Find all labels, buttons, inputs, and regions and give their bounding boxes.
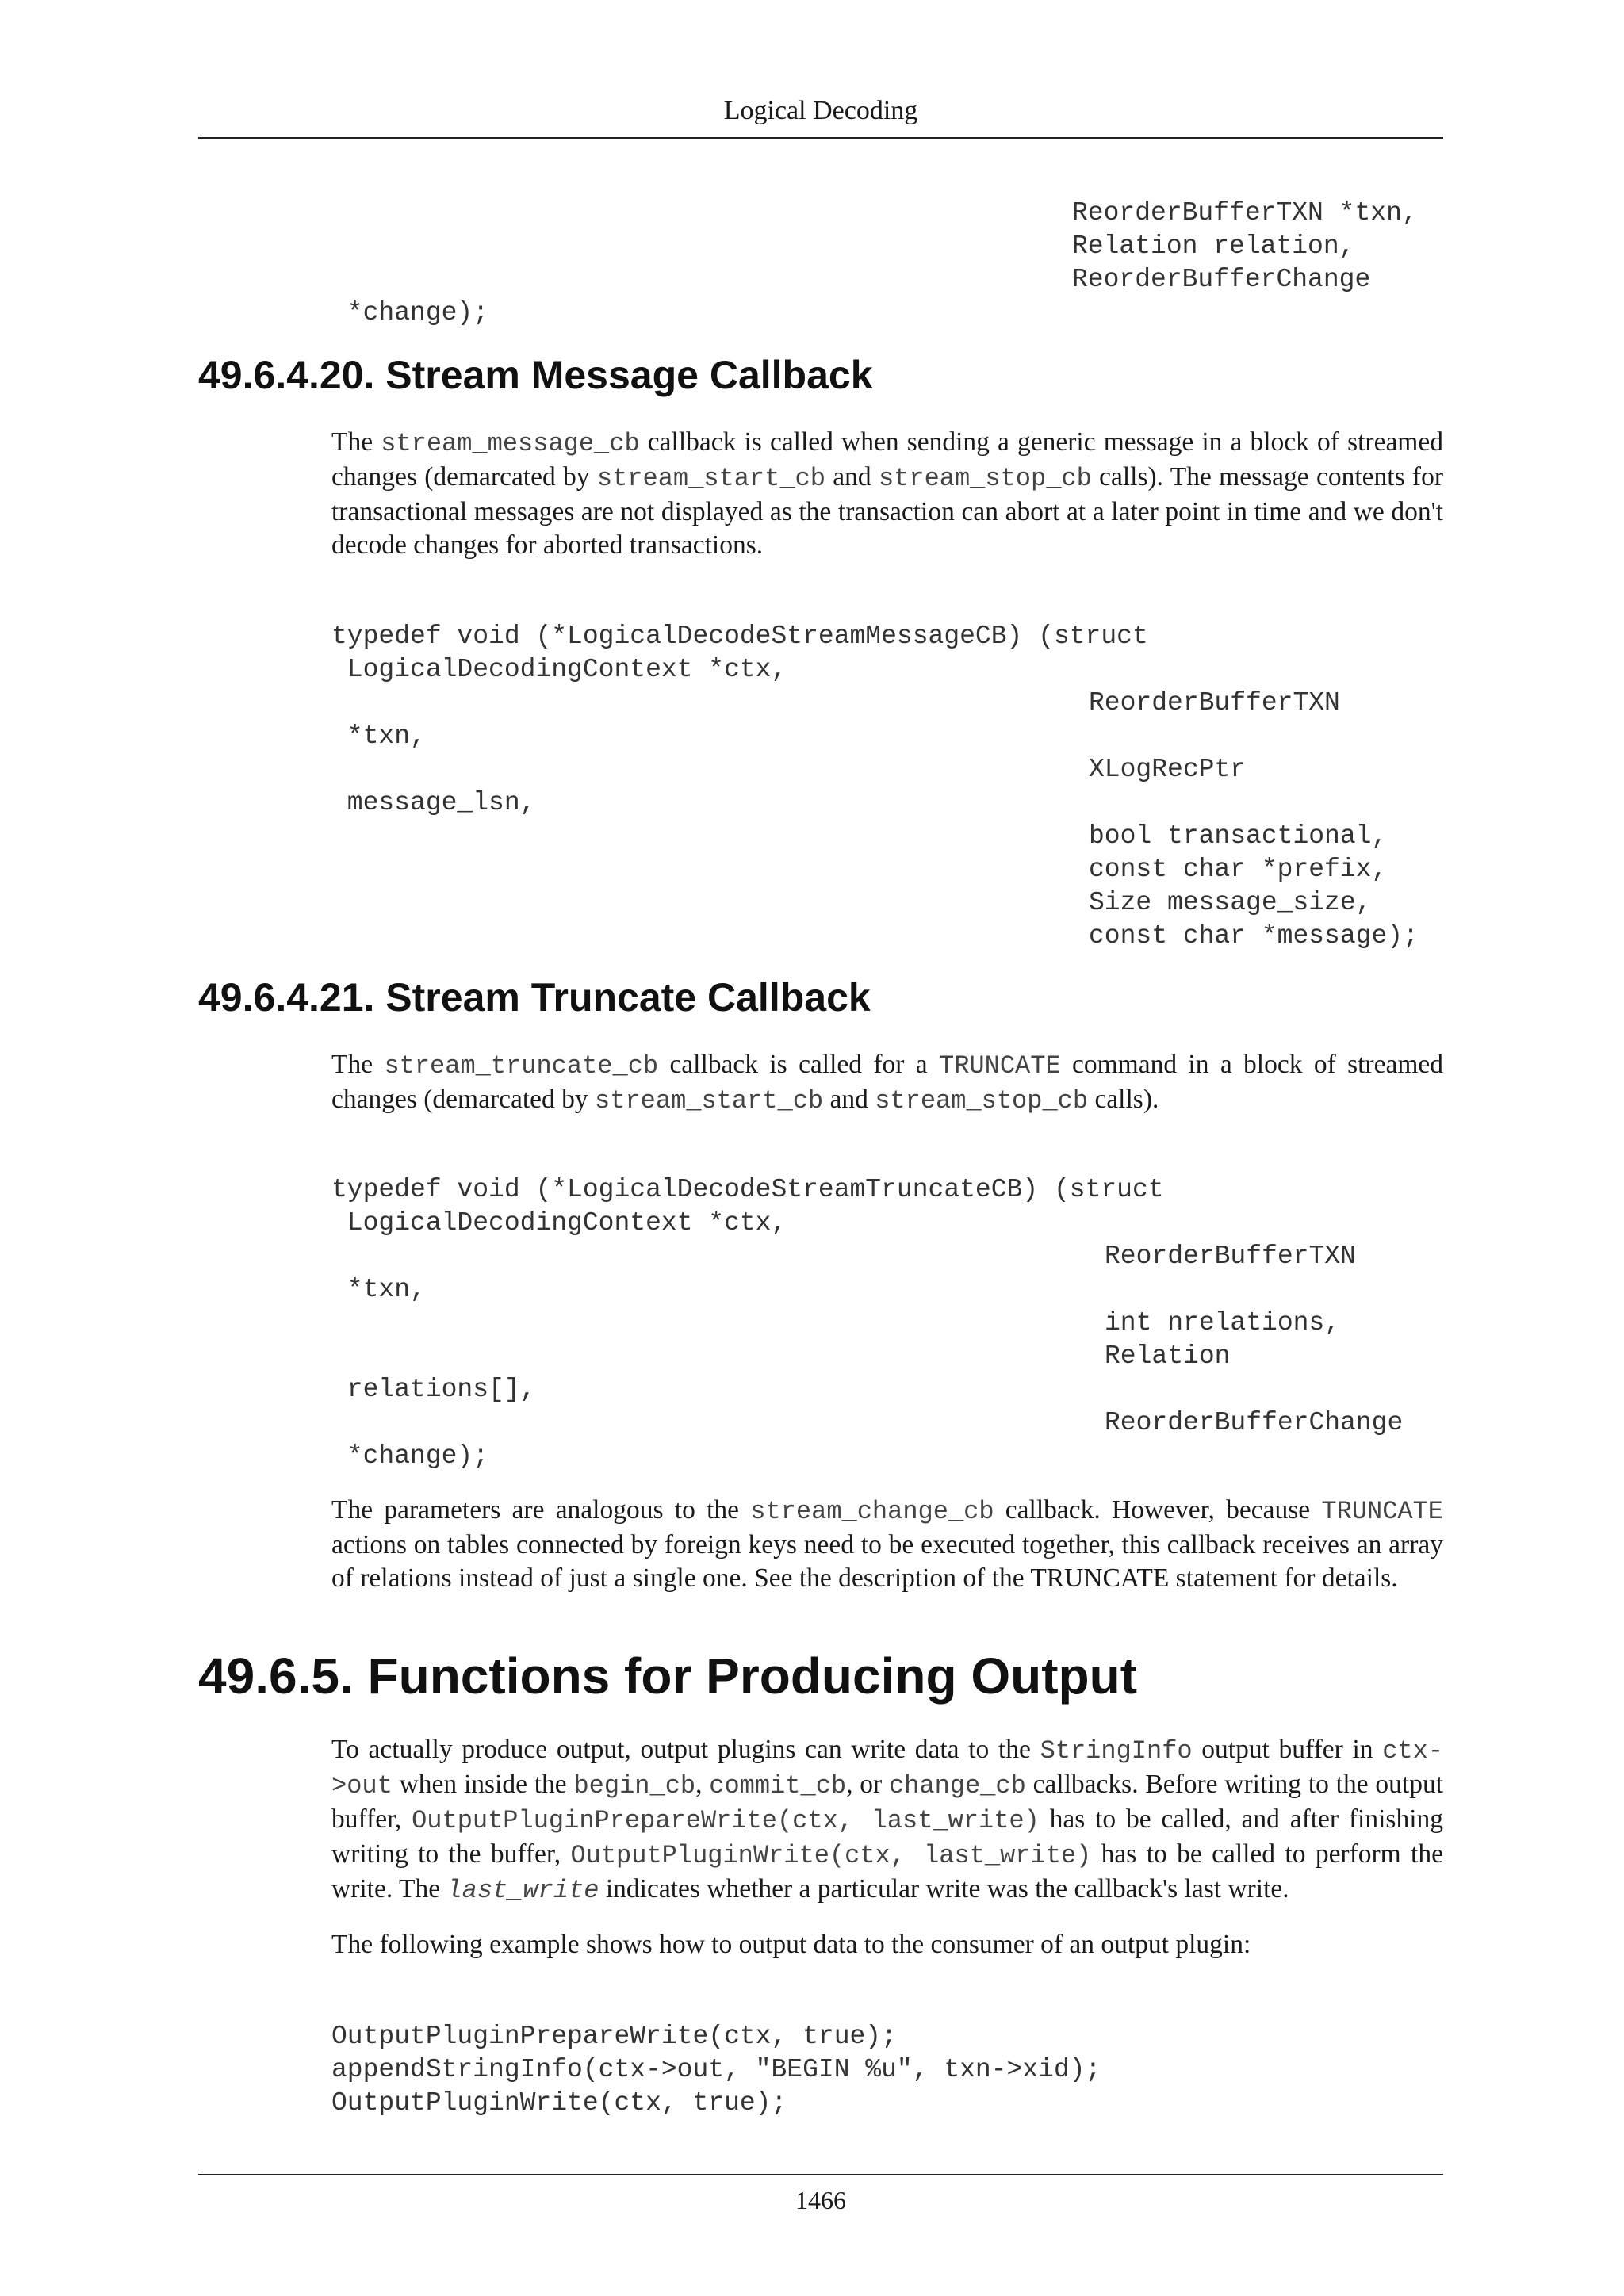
code-term: StringInfo [1040, 1736, 1193, 1766]
code-line: relations[], [331, 1375, 536, 1404]
code-line: typedef void (*LogicalDecodeStreamTruncateCB) (struct [331, 1175, 1164, 1204]
code-term: stream_stop_cb [875, 1086, 1089, 1115]
code-line: Size message_size, [1089, 888, 1372, 917]
code-term: TRUNCATE [939, 1051, 1061, 1081]
section-heading-stream-message: 49.6.4.20. Stream Message Callback [198, 353, 873, 397]
footer-rule [198, 2174, 1443, 2175]
code-line: LogicalDecodingContext *ctx, [331, 655, 787, 684]
code-term: stream_message_cb [381, 429, 640, 458]
code-term: stream_stop_cb [878, 464, 1092, 493]
header-rule [198, 137, 1443, 139]
code-line: ReorderBufferChange [1072, 265, 1371, 294]
code-term: stream_start_cb [595, 1086, 824, 1115]
code-term: change_cb [888, 1771, 1026, 1800]
paragraph-producing-output: To actually produce output, output plugins can write data to the StringInfo output buffer in ctx->out when inside the begin_cb, commit_cb, or change_cb callbacks. Before writing to the output buffer, OutputPluginPrepareWrite(ctx, last_write) has to be called, and after finishing writing to the buffer, OutputPluginWrite(ctx, last_write) has to be called to perform the write. The last_write indicates whether a particular write was the callback's last write. [331, 1735, 1444, 1905]
running-header: Logical Decoding [723, 96, 918, 125]
code-line: const char *prefix, [1089, 855, 1388, 884]
code-line: int nrelations, [1105, 1308, 1341, 1337]
code-term: OutputPluginWrite(ctx, last_write) [570, 1841, 1092, 1870]
code-term: begin_cb [573, 1771, 696, 1800]
code-line: *change); [331, 298, 489, 327]
page-number: 1466 [795, 2186, 846, 2214]
code-line: LogicalDecodingContext *ctx, [331, 1208, 787, 1238]
code-line: XLogRecPtr [1089, 755, 1247, 784]
code-line: bool transactional, [1089, 821, 1388, 851]
section-heading-stream-truncate: 49.6.4.21. Stream Truncate Callback [198, 975, 871, 1020]
code-line: ReorderBufferChange [1105, 1408, 1404, 1437]
code-term: stream_truncate_cb [384, 1051, 659, 1081]
code-line: ReorderBufferTXN [1105, 1242, 1356, 1271]
code-term: stream_change_cb [750, 1497, 994, 1526]
paragraph-truncate-details: The parameters are analogous to the stream_change_cb callback. However, because TRUNCATE actions on tables connected by foreign keys need to be executed together, this callback receives an array of relations instead of just a single one. See the description of the TRUNCATE statement for details. [331, 1495, 1443, 1593]
code-line: OutputPluginWrite(ctx, true); [331, 2088, 787, 2118]
code-line: OutputPluginPrepareWrite(ctx, true); [331, 2022, 897, 2051]
code-term: commit_cb [709, 1771, 847, 1800]
code-term-italic: last_write [446, 1876, 599, 1905]
code-line: const char *message); [1089, 921, 1419, 951]
code-line: Relation relation, [1072, 232, 1355, 261]
code-term: ctx->out [331, 1736, 1444, 1800]
code-line: *txn, [331, 721, 426, 751]
code-line: typedef void (*LogicalDecodeStreamMessageCB) (struct [331, 622, 1148, 651]
section-heading-producing-output: 49.6.5. Functions for Producing Output [198, 1647, 1138, 1705]
code-line: *txn, [331, 1275, 426, 1304]
code-term: OutputPluginPrepareWrite(ctx, last_write) [412, 1806, 1040, 1835]
code-term: stream_start_cb [596, 464, 825, 493]
code-line: Relation [1105, 1341, 1231, 1371]
paragraph-stream-truncate: The stream_truncate_cb callback is called for a TRUNCATE command in a block of streamed changes (demarcated by stream_start_cb and stream_stop_cb calls). [331, 1050, 1443, 1115]
code-line: appendStringInfo(ctx->out, "BEGIN %u", txn->xid); [331, 2055, 1101, 2084]
code-line: *change); [331, 1441, 489, 1471]
paragraph-stream-message: The stream_message_cb callback is called when sending a generic message in a block of streamed changes (demarcated by stream_start_cb and stream_stop_cb calls). The message contents for transactional messages are not displayed as the transaction can abort at a later point in time and we don't decode changes for aborted transactions. [331, 427, 1443, 560]
code-line: ReorderBufferTXN [1089, 688, 1340, 718]
code-line: ReorderBufferTXN *txn, [1072, 198, 1418, 228]
paragraph-output-example: The following example shows how to output data to the consumer of an output plugin: [331, 1930, 1251, 1959]
code-term: TRUNCATE [1321, 1497, 1443, 1526]
code-line: message_lsn, [331, 788, 536, 817]
